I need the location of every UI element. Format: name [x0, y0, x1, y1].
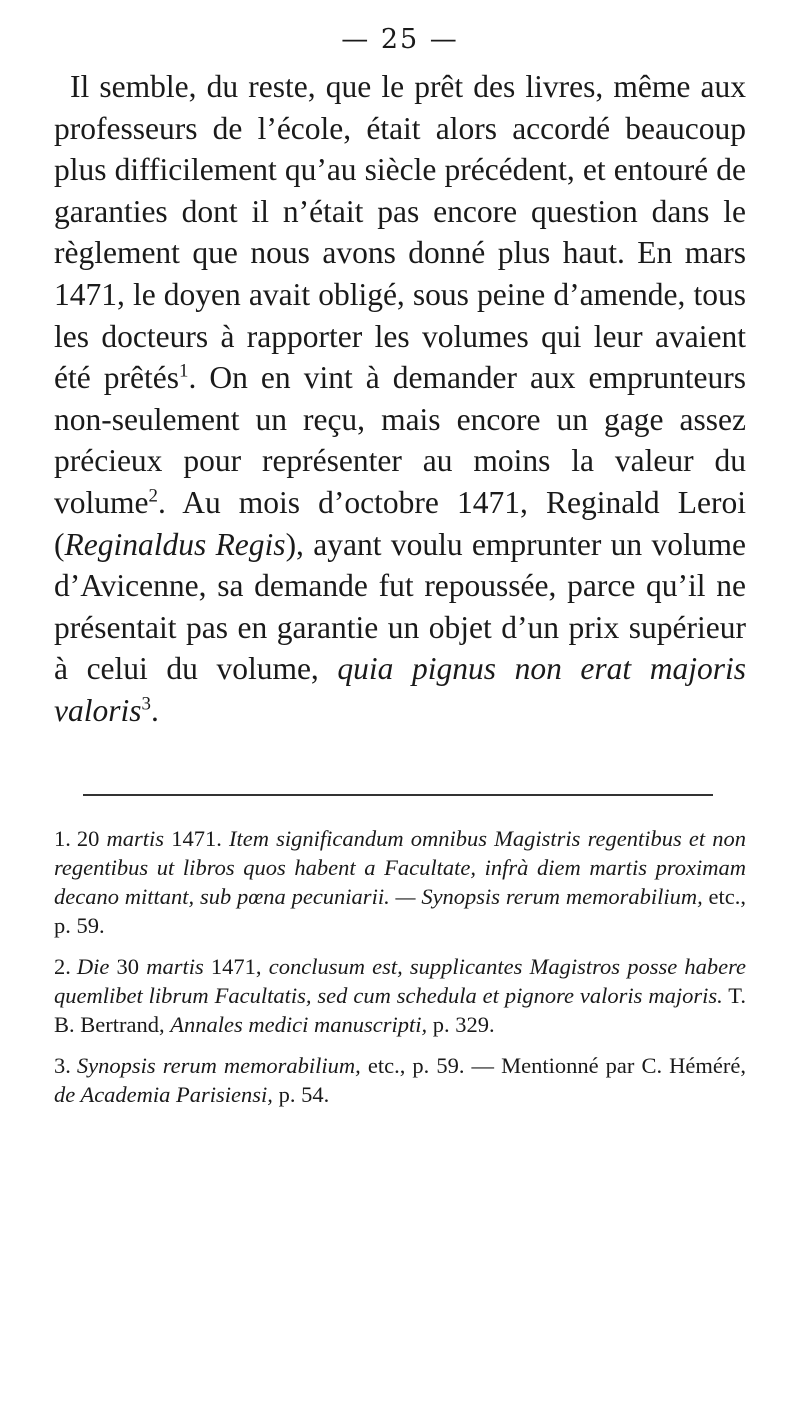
page-number: — 25 — — [341, 24, 459, 55]
footnote-divider — [83, 794, 713, 796]
footnote-number: 3. — [54, 1052, 71, 1078]
main-paragraph — [54, 66, 746, 732]
footnote-italic: martis — [146, 953, 204, 979]
main-text-part-4: ), ayant voulu emprunter un volume d’Avicenne, sa demande fut repoussée, parce qu’il ne présentait pas en garantie un objet d’un prix supérieur à celui du volume, — [54, 526, 747, 687]
main-text — [54, 66, 746, 732]
main-text-part-5: . — [150, 692, 159, 728]
footnote-ref-3: 3 — [141, 693, 151, 715]
footnote-text: 1471, — [203, 953, 269, 979]
footnote-text: 30 — [109, 953, 147, 979]
footnote-text: etc., p. 59. — [54, 883, 746, 938]
footnote-italic: Synopsis rerum memorabilium, — [76, 1052, 361, 1078]
footnote-number: 2. — [54, 953, 71, 979]
footnote-ref-2: 2 — [148, 485, 158, 507]
footnote-text: 20 — [76, 825, 107, 851]
footnote-text: etc., p. 59. — Mentionné par C. Héméré, — [360, 1052, 746, 1078]
main-text-part-2: . On en vint à demander aux emprunteurs non-seulement un reçu, mais encore un gage assez précieux pour représenter au moins la valeur du volume — [54, 360, 746, 520]
footnote-text: p. 329. — [427, 1011, 495, 1037]
footnote-1 — [54, 824, 746, 940]
main-text-italic-1: Reginaldus Regis — [64, 526, 286, 562]
footnote-italic: conclusum est, supplicantes Magistros posse habere quemlibet librum Facultatis, sed cum schedula et pignore valoris majoris. — [54, 953, 747, 1008]
footnotes — [54, 824, 746, 1109]
footnote-3 — [54, 1051, 746, 1109]
footnote-italic: Annales medici manuscripti, — [170, 1011, 428, 1037]
main-text-part-1: Il semble, du reste, que le prêt des livres, même aux professeurs de l’école, était alors accordé beaucoup plus difficilement qu’au siècle précédent, et entouré de garanties dont il n’était pas encore question dans le règlement que nous avons donné plus haut. En mars 1471, le doyen avait obligé, sous peine d’amende, tous les docteurs à rapporter les volumes qui leur avaient été prêtés — [54, 69, 746, 396]
footnote-italic: Item significandum omnibus Magistris regentibus et non regentibus ut libros quos habent a Facultate, infrà diem martis proximam decano mittant, sub pœna pecuniarii. — Synopsis rerum memorabilium, — [54, 825, 747, 909]
footnote-italic: martis — [106, 825, 165, 851]
footnote-text: 1471. — [164, 825, 229, 851]
main-text-italic-2: quia pignus non erat majoris valoris — [54, 651, 746, 728]
page — [54, 20, 746, 1121]
footnote-text: p. 54. — [272, 1081, 330, 1107]
footnote-number: 1. — [54, 825, 71, 851]
footnote-ref-1: 1 — [178, 360, 189, 382]
footnote-italic: de Academia Parisiensi, — [54, 1081, 273, 1107]
main-text-part-3: . Au mois d’octobre 1471, Reginald Leroi ( — [54, 484, 746, 562]
footnote-text: T. B. Bertrand, — [54, 982, 746, 1037]
footnote-italic: Die — [76, 953, 110, 979]
footnote-2 — [54, 952, 746, 1039]
